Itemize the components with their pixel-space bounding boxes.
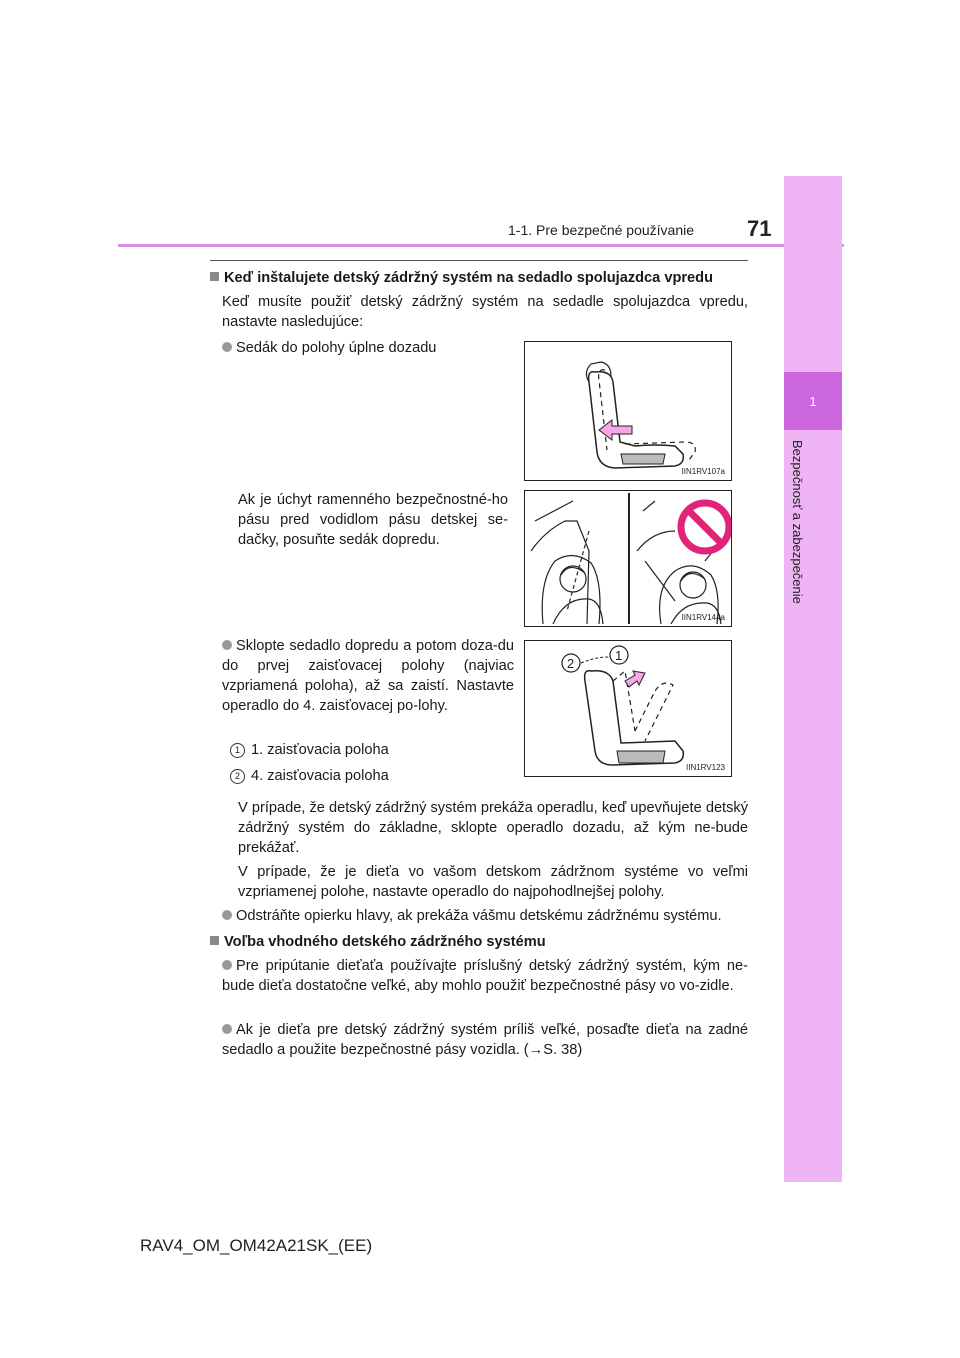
square-bullet-icon [210, 272, 219, 281]
section1-heading-text: Keď inštalujete detský zádržný systém na sedadlo spolujazdca vpredu [224, 270, 713, 286]
round-bullet-icon [222, 342, 232, 352]
list-item-text: Sklopte sedadlo dopredu a potom doza-du do prvej zaisťovacej polohy (najviac vzpriamená poloha), až sa zaistí. Nastavte operadlo do 4. zaisťovacej po-lohy. [222, 638, 514, 714]
figure-code: IIN1RV123 [686, 763, 725, 772]
figure-belt-position [524, 490, 732, 627]
chapter-side-tab [784, 176, 842, 1182]
position-label-2: 2 [567, 656, 575, 671]
round-bullet-icon [222, 1024, 232, 1034]
seatback-positions-illustration [525, 641, 731, 776]
page-number: 71 [747, 216, 772, 241]
list-item-text: Odstráňte opierku hlavy, ak prekáža vášmu detskému zádržnému systému. [236, 908, 722, 924]
legend-text: 1. zaisťovacia poloha [251, 742, 389, 758]
figure-code: IIN1RV107a [681, 467, 725, 476]
list-item-text: Sedák do polohy úplne dozadu [236, 340, 437, 356]
item1-note: Ak je úchyt ramenného bezpečnostné-ho pásu pred vodidlom pásu detskej se-dačky, posuňte sedák dopredu. [238, 492, 508, 548]
list-item-headrest [222, 906, 762, 926]
figure-seatback-positions [524, 640, 732, 777]
round-bullet-icon [222, 960, 232, 970]
section1-intro: Keď musíte použiť detský zádržný systém na sedadle spolujazdca vpredu, nastavte nasledujúce: [222, 294, 748, 330]
legend-text: 4. zaisťovacia poloha [251, 768, 389, 784]
list-item-seat-back [222, 338, 512, 358]
document-code: RAV4_OM_OM42A21SK_(EE) [140, 1236, 373, 1255]
section1-heading [210, 268, 750, 288]
position-label-1: 1 [615, 648, 623, 663]
belt-position-illustration [525, 491, 731, 626]
paragraph-upright-position: V prípade, že je dieťa vo vašom detskom zádržnom systéme vo veľmi vzpriamenej polohe, nastavte operadlo do najpohodlnejšej polohy. [238, 864, 748, 900]
number-circle-icon: 1 [230, 743, 245, 758]
section2-heading [210, 932, 750, 952]
list-item-seatback-lock [222, 636, 514, 716]
header-rule [118, 244, 844, 247]
round-bullet-icon [222, 910, 232, 920]
legend-item-2 [230, 766, 490, 786]
legend-item-1 [230, 740, 490, 760]
figure-code: IIN1RV144a [681, 613, 725, 622]
section-title: 1-1. Pre bezpečné používanie [508, 222, 695, 238]
chapter-number: 1 [784, 372, 842, 430]
list-item-appropriate-seat [222, 956, 748, 996]
list-item-text: Ak je dieťa pre detský zádržný systém príliš veľké, posaďte dieťa na zadné sedadlo a použite bezpečnostné pásy vozidla. (→S. 38) [222, 1022, 748, 1058]
section2-heading-text: Voľba vhodného detského zádržného systému [224, 934, 546, 950]
chapter-title: Bezpečnosť a zabezpečenie [790, 440, 805, 604]
figure-seat-slide [524, 341, 732, 481]
number-circle-icon: 2 [230, 769, 245, 784]
list-item-too-large [222, 1020, 748, 1060]
list-item-text: Pre pripútanie dieťaťa používajte príslušný detský zádržný systém, kým ne-bude dieťa dostatočne veľké, aby mohlo použiť bezpečnostné pásy vo vo-zidle. [222, 958, 748, 994]
paragraph-seatback-interference: V prípade, že detský zádržný systém prekáža operadlu, keď upevňujete detský zádržný systém do základne, sklopte operadlo dozadu, až kým ne-bude prekážať. [238, 800, 748, 856]
section-rule [210, 260, 748, 261]
round-bullet-icon [222, 640, 232, 650]
seat-slide-illustration [525, 342, 731, 480]
square-bullet-icon [210, 936, 219, 945]
